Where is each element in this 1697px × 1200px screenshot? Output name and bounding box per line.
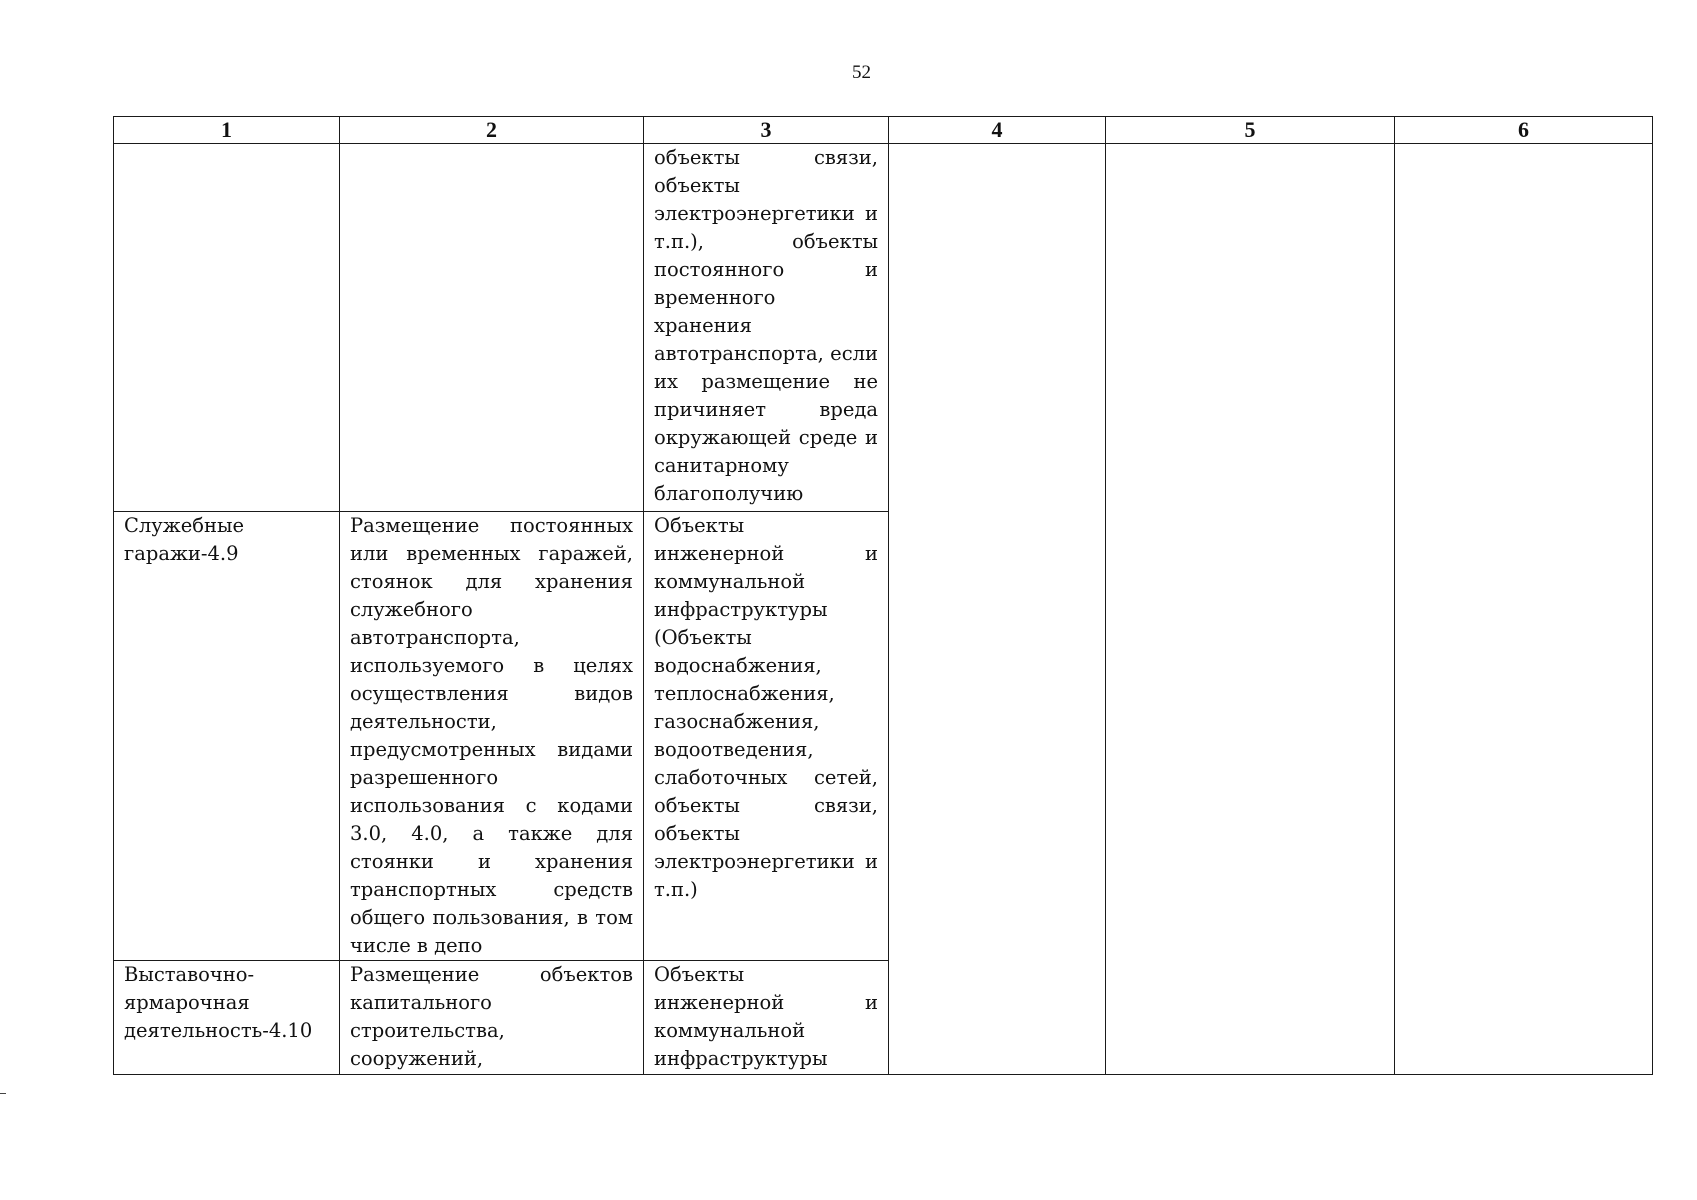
land-use-description-text: Размещение объектов капитального строительства, сооружений, bbox=[350, 963, 633, 1070]
cell-permitted-objects bbox=[644, 961, 889, 1075]
cell-land-use-description bbox=[340, 961, 644, 1075]
cell-land-use-type bbox=[114, 961, 340, 1075]
page-number: 52 bbox=[852, 62, 871, 83]
column-header-4: 4 bbox=[889, 117, 1106, 144]
cell-col4-empty bbox=[889, 144, 1106, 1075]
cell-continuation-col1 bbox=[114, 144, 340, 512]
column-header-2: 2 bbox=[340, 117, 644, 144]
column-header-1: 1 bbox=[114, 117, 340, 144]
cell-continuation-col3 bbox=[644, 144, 889, 512]
cell-col6-empty bbox=[1395, 144, 1653, 1075]
regulations-table bbox=[113, 116, 1653, 1075]
column-header-3: 3 bbox=[644, 117, 889, 144]
permitted-objects-text: Объекты инженерной и коммунальной инфраструктуры bbox=[654, 963, 878, 1070]
cell-land-use-type bbox=[114, 512, 340, 961]
continuation-permitted-objects-text: объекты связи, объекты электроэнергетики и т.п.), объекты постоянного и временного хранения автотранспорта, если их размещение не причиняет вреда окружающей среде и санитарному благополучию bbox=[654, 146, 878, 505]
scan-edge-mark bbox=[0, 1093, 6, 1094]
table-row-continuation bbox=[114, 144, 1653, 512]
land-use-type-text: Служебные гаражи-4.9 bbox=[124, 514, 245, 565]
land-use-type-text: Выставочно-ярмарочная деятельность-4.10 bbox=[124, 963, 313, 1042]
land-use-description-text: Размещение постоянных или временных гаражей, стоянок для хранения служебного автотранспорта, используемого в целях осуществления видов деятельности, предусмотренных видами разрешенного использования с кодами 3.0, 4.0, а также для стоянки и хранения транспортных средств общего пользования, в том числе в депо bbox=[350, 514, 633, 957]
column-header-6: 6 bbox=[1395, 117, 1653, 144]
cell-land-use-description bbox=[340, 512, 644, 961]
table-header-row bbox=[114, 117, 1653, 144]
permitted-objects-text: Объекты инженерной и коммунальной инфраструктуры (Объекты водоснабжения, теплоснабжения, газоснабжения, водоотведения, слаботочных сетей, объекты связи, объекты электроэнергетики и т.п.) bbox=[654, 514, 878, 901]
cell-permitted-objects bbox=[644, 512, 889, 961]
cell-col5-empty bbox=[1106, 144, 1395, 1075]
column-header-5: 5 bbox=[1106, 117, 1395, 144]
cell-continuation-col2 bbox=[340, 144, 644, 512]
